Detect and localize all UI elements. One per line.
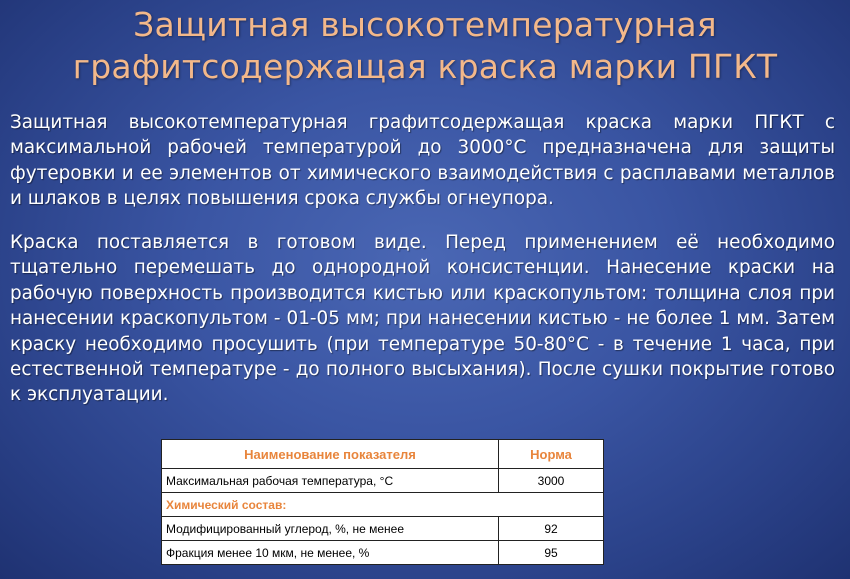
properties-table — [161, 439, 604, 565]
table-row — [162, 469, 604, 493]
description-paragraph — [10, 110, 835, 212]
title-line-1: Защитная высокотемпературная — [133, 5, 717, 44]
row-value: 92 — [499, 517, 604, 541]
table-header-row — [162, 440, 604, 469]
row-name: Максимальная рабочая температура, °С — [162, 469, 499, 493]
row-value: 3000 — [499, 469, 604, 493]
row-name: Фракция менее 10 мкм, не менее, % — [162, 541, 499, 565]
title-line-2: графитсодержащая краска марки ПГКТ — [72, 47, 778, 86]
table-row — [162, 541, 604, 565]
description-text: Защитная высокотемпературная графитсодержащая краска марки ПГКТ с максимальной рабочей температурой до 3000°С предназначена для защиты футеровки и ее элементов от химического взаимодействия с расплавами металлов и шлаков в целях повышения срока службы огнеупора. — [10, 112, 835, 210]
row-name: Модифицированный углерод, %, не менее — [162, 517, 499, 541]
row-value: 95 — [499, 541, 604, 565]
application-paragraph — [10, 230, 835, 408]
section-label: Химический состав: — [162, 493, 604, 517]
table-row — [162, 517, 604, 541]
table-section-row — [162, 493, 604, 517]
header-norm: Норма — [499, 440, 604, 469]
header-parameter: Наименование показателя — [162, 440, 499, 469]
application-text: Краска поставляется в готовом виде. Перед применением её необходимо тщательно перемешать до однородной консистенции. Нанесение краски на рабочую поверхность производится кистью или краскопультом: толщина слоя при нанесении краскопультом - 01-05 мм; при нанесении кистью - не более 1 мм. Затем краску необходимо просушить (при температуре 50-80°С - в течение 1 часа, при естественной температуре - до полного высыхания). После сушки покрытие готово к эксплуатации. — [10, 232, 835, 406]
slide-title — [0, 4, 850, 88]
